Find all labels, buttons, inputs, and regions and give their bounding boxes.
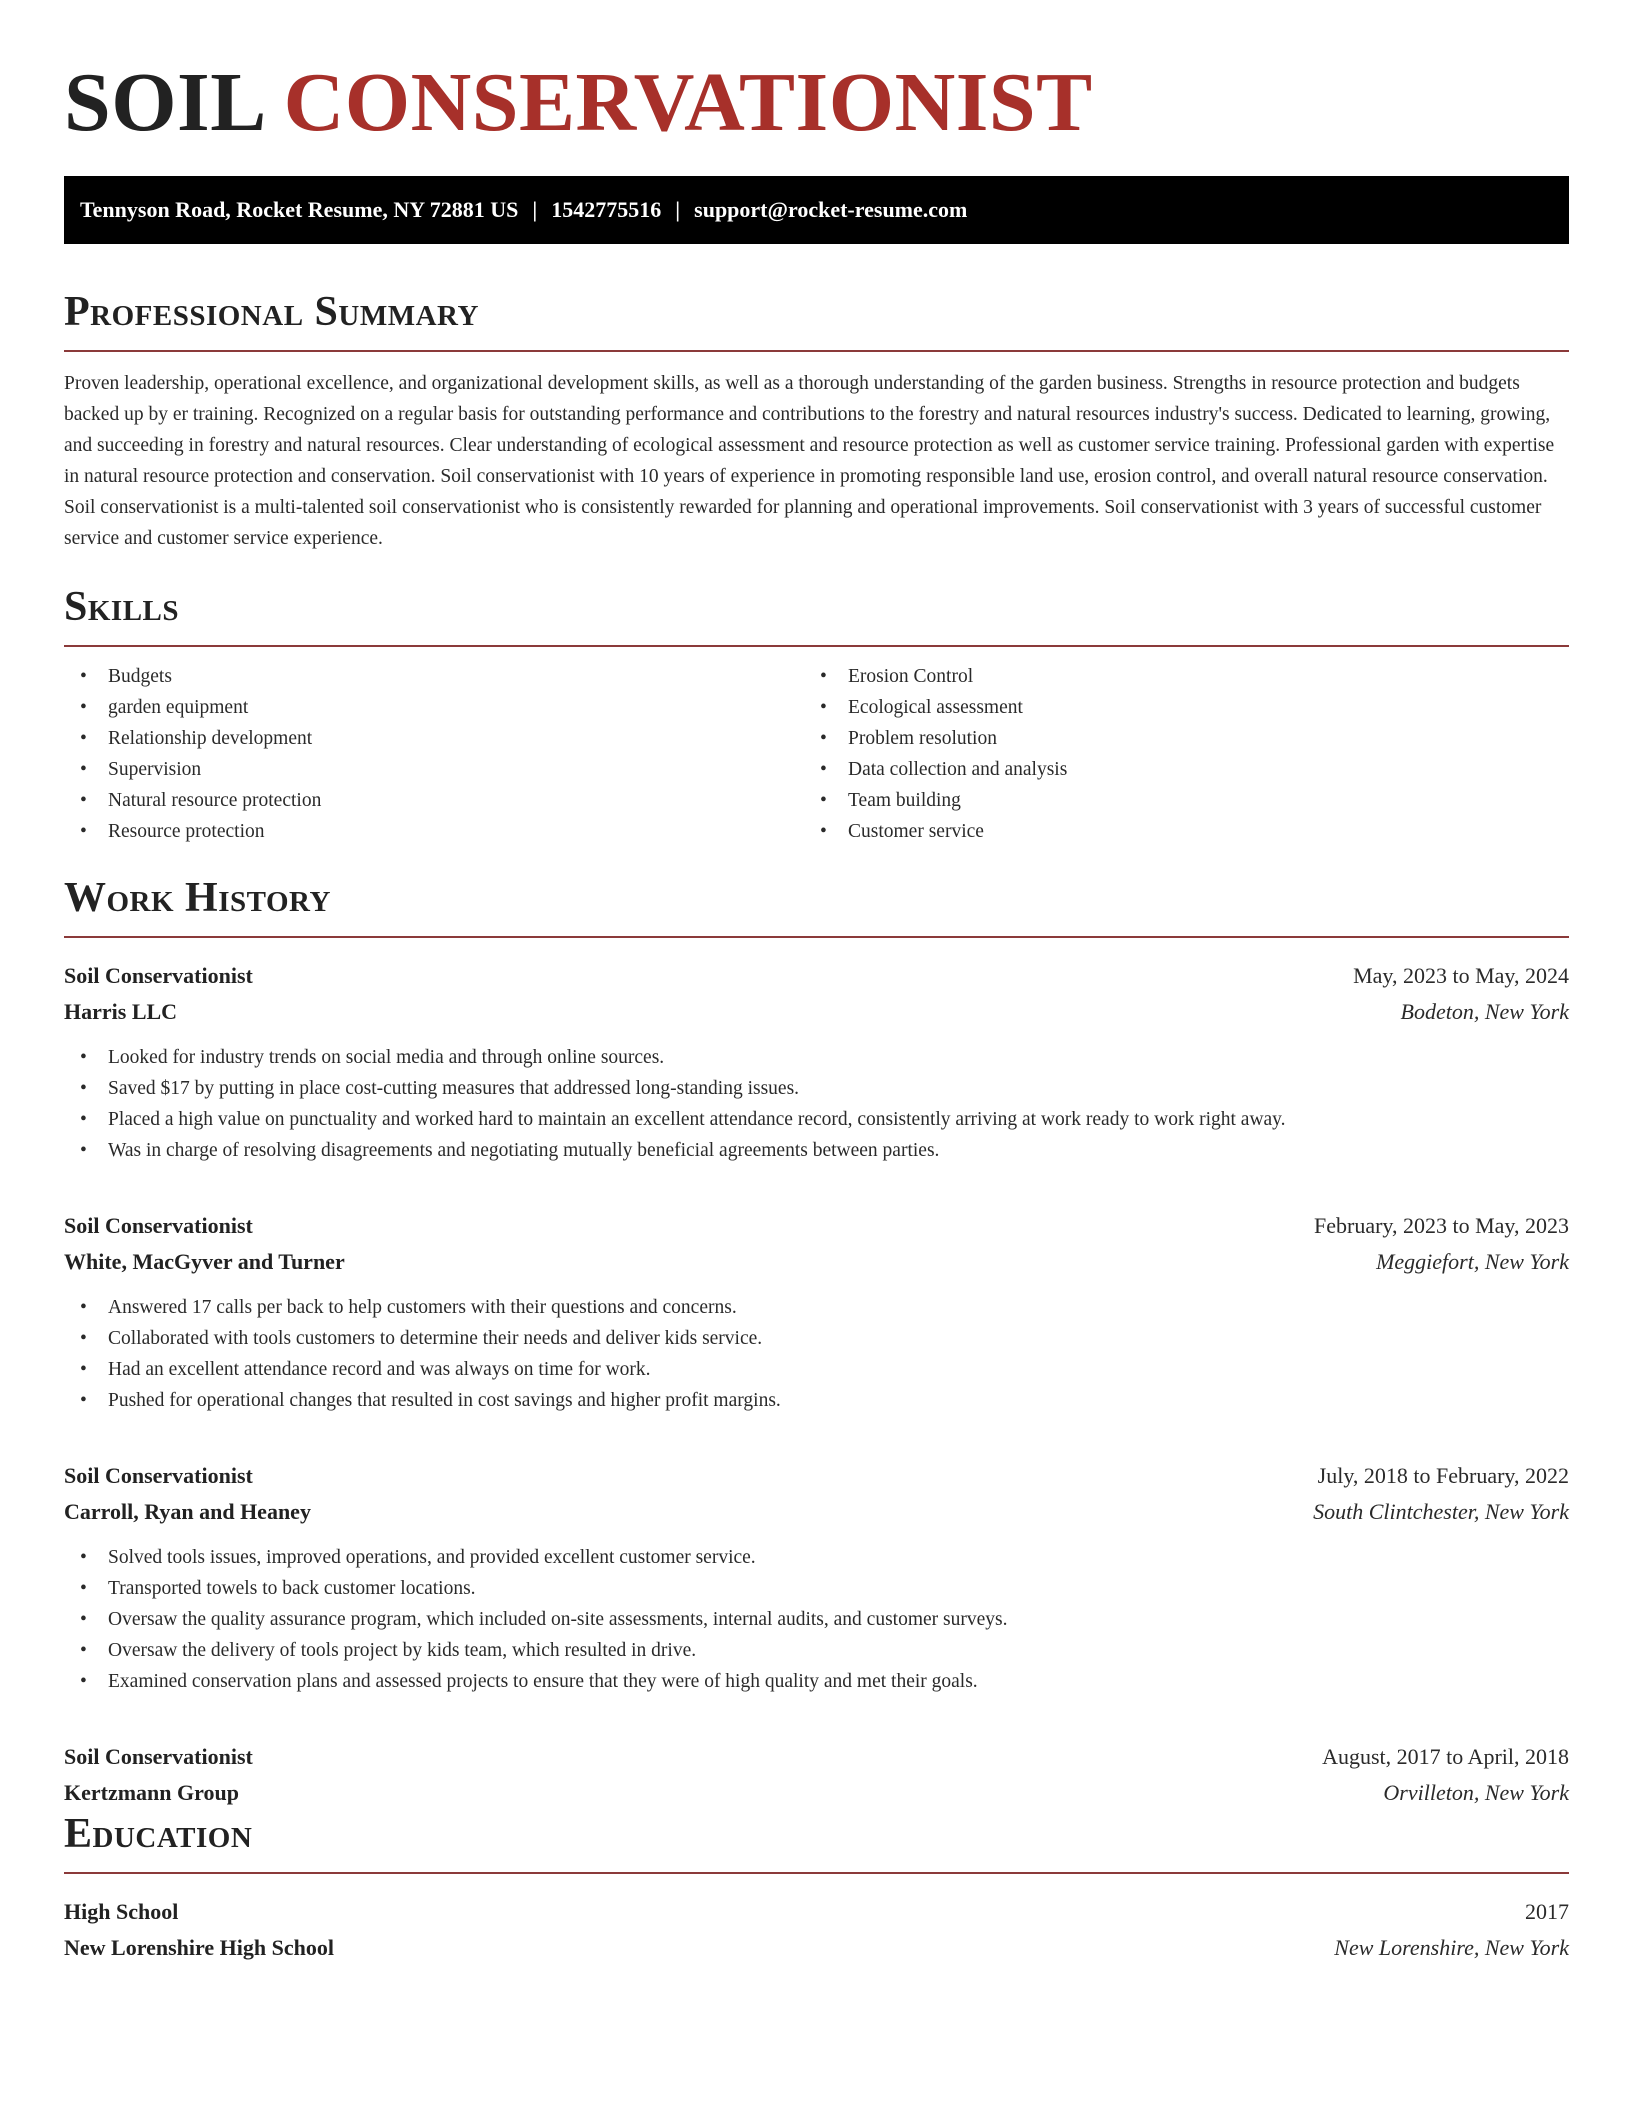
section-divider (64, 350, 1569, 352)
job-entry (64, 1458, 1569, 1697)
skill-item: • Problem resolution (804, 723, 1544, 754)
job-bullet: • Had an excellent attendance record and was always on time for work. (64, 1354, 1569, 1385)
job-header-row (64, 958, 1569, 994)
job-bullet: • Oversaw the delivery of tools project by kids team, which resulted in drive. (64, 1635, 1569, 1666)
job-header-row (64, 1458, 1569, 1494)
section-divider (64, 936, 1569, 938)
resume-name (64, 0, 1569, 151)
summary-section (64, 286, 1569, 554)
contact-separator: | (675, 197, 681, 222)
job-company-row (64, 1775, 1569, 1811)
job-dates: July, 2018 to February, 2022 (1317, 1463, 1569, 1488)
job-entry (64, 1208, 1569, 1416)
skill-item: • Team building (804, 785, 1544, 816)
job-title: Soil Conservationist (64, 1463, 253, 1488)
job-header-row (64, 1739, 1569, 1775)
skills-column-left (64, 661, 804, 847)
job-company: Carroll, Ryan and Heaney (64, 1499, 311, 1524)
job-bullet: • Saved $17 by putting in place cost-cutting measures that addressed long-standing issues. (64, 1073, 1569, 1104)
job-bullet: • Solved tools issues, improved operations, and provided excellent customer service. (64, 1542, 1569, 1573)
job-entry (64, 958, 1569, 1166)
contact-email: support@rocket-resume.com (694, 197, 968, 222)
section-divider (64, 645, 1569, 647)
contact-address: Tennyson Road, Rocket Resume, NY 72881 US (80, 197, 519, 222)
section-title-skills: Skills (64, 584, 180, 630)
job-entry (64, 1739, 1569, 1811)
section-title-work: Work History (64, 875, 331, 921)
job-title: Soil Conservationist (64, 1213, 253, 1238)
skills-section (64, 581, 1569, 847)
contact-phone: 1542775516 (551, 197, 662, 222)
skills-column-right (804, 661, 1544, 847)
skill-item: • Relationship development (64, 723, 804, 754)
job-bullet: • Transported towels to back customer locations. (64, 1573, 1569, 1604)
education-school-row (64, 1930, 1569, 1966)
contact-separator: | (532, 197, 538, 222)
education-header-row (64, 1894, 1569, 1930)
job-location: South Clintchester, New York (1313, 1499, 1569, 1524)
job-dates: May, 2023 to May, 2024 (1353, 963, 1569, 988)
resume-page (64, 0, 1569, 1960)
summary-text: Proven leadership, operational excellence, and organizational development skills, as well as a thorough understanding of the garden business. Strengths in resource protection and budgets backed up by er training. Recognized on a regular basis for outstanding performance and contributions to the forestry and natural resources industry's success. Dedicated to learning, growing, and succeeding in forestry and natural resources. Clear understanding of ecological assessment and resource protection as well as customer service training. Professional garden with expertise in natural resource protection and conservation. Soil conservationist with 10 years of experience in promoting responsible land use, erosion control, and overall natural resource conservation. Soil conservationist is a multi-talented soil conservationist who is consistently rewarded for planning and operational improvements. Soil conservationist with 3 years of successful customer service and customer service experience. (64, 373, 1555, 549)
job-title: Soil Conservationist (64, 1744, 253, 1769)
section-title-summary: Professional Summary (64, 289, 479, 335)
skill-item: • Ecological assessment (804, 692, 1544, 723)
job-bullet: • Examined conservation plans and assessed projects to ensure that they were of high quality and met their goals. (64, 1666, 1569, 1697)
name-last: CONSERVATIONIST (283, 56, 1093, 149)
education-entry (64, 1894, 1569, 1966)
job-bullets (64, 1042, 1569, 1166)
contact-bar (64, 176, 1569, 244)
job-bullets (64, 1292, 1569, 1416)
skill-item: • Erosion Control (804, 661, 1544, 692)
skill-item: • Budgets (64, 661, 804, 692)
job-bullets (64, 1542, 1569, 1697)
work-history-section (64, 872, 1569, 1811)
job-bullet: • Answered 17 calls per back to help customers with their questions and concerns. (64, 1292, 1569, 1323)
job-location: Bodeton, New York (1400, 999, 1569, 1024)
skill-item: • Resource protection (64, 816, 804, 847)
job-company: Kertzmann Group (64, 1780, 239, 1805)
skill-item: • garden equipment (64, 692, 804, 723)
job-company-row (64, 1244, 1569, 1280)
skill-item: • Customer service (804, 816, 1544, 847)
skill-item: • Data collection and analysis (804, 754, 1544, 785)
job-bullet: • Looked for industry trends on social media and through online sources. (64, 1042, 1569, 1073)
education-degree: High School (64, 1899, 179, 1924)
skill-item: • Supervision (64, 754, 804, 785)
job-location: Orvilleton, New York (1383, 1780, 1569, 1805)
job-location: Meggiefort, New York (1376, 1249, 1569, 1274)
job-company-row (64, 994, 1569, 1030)
job-bullet: • Collaborated with tools customers to determine their needs and deliver kids service. (64, 1323, 1569, 1354)
section-divider (64, 1872, 1569, 1874)
education-school: New Lorenshire High School (64, 1935, 334, 1960)
job-company: Harris LLC (64, 999, 178, 1024)
education-year: 2017 (1525, 1899, 1569, 1924)
skills-columns (64, 661, 1569, 847)
education-section (64, 1808, 1569, 1966)
education-location: New Lorenshire, New York (1334, 1935, 1569, 1960)
job-bullet: • Was in charge of resolving disagreements and negotiating mutually beneficial agreements between parties. (64, 1135, 1569, 1166)
job-title: Soil Conservationist (64, 963, 253, 988)
job-dates: February, 2023 to May, 2023 (1314, 1213, 1569, 1238)
job-bullet: • Placed a high value on punctuality and worked hard to maintain an excellent attendance record, consistently arriving at work ready to work right away. (64, 1104, 1569, 1135)
name-first: SOIL (64, 56, 263, 149)
job-dates: August, 2017 to April, 2018 (1322, 1744, 1569, 1769)
section-title-education: Education (64, 1811, 253, 1857)
job-bullet: • Oversaw the quality assurance program, which included on-site assessments, internal audits, and customer surveys. (64, 1604, 1569, 1635)
job-bullet: • Pushed for operational changes that resulted in cost savings and higher profit margins. (64, 1385, 1569, 1416)
job-company: White, MacGyver and Turner (64, 1249, 345, 1274)
skill-item: • Natural resource protection (64, 785, 804, 816)
job-header-row (64, 1208, 1569, 1244)
job-company-row (64, 1494, 1569, 1530)
